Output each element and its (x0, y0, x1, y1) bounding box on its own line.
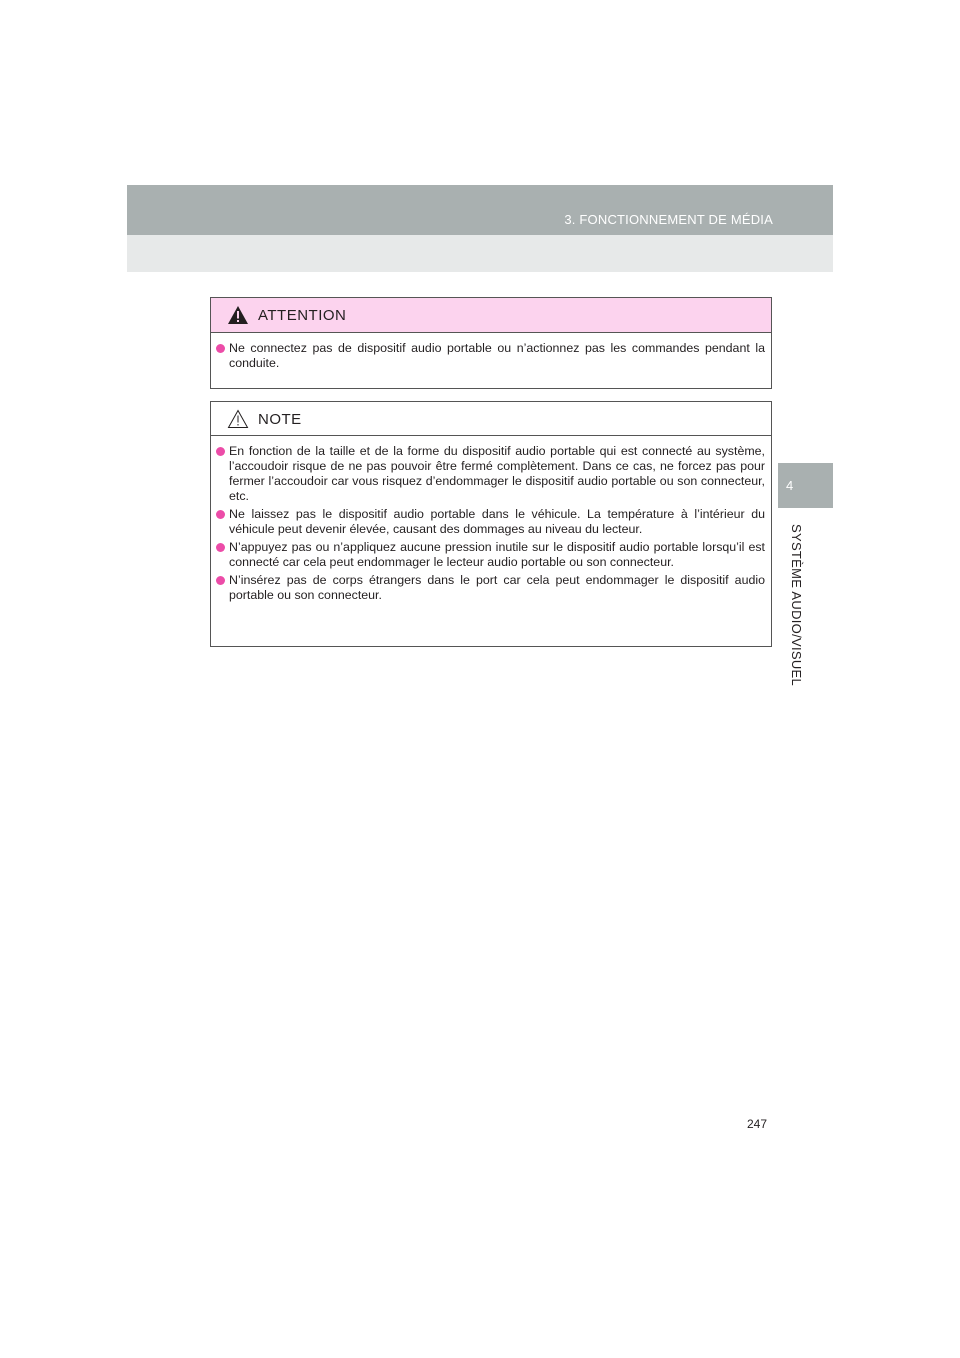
note-item-text: N’insérez pas de corps étrangers dans le port car cela peut endommager le dispositif audio portable ou son connecteur. (229, 573, 765, 602)
warning-triangle-outline-icon (227, 409, 249, 429)
section-title: 3. FONCTIONNEMENT DE MÉDIA (564, 212, 773, 227)
attention-title: ATTENTION (258, 307, 347, 324)
note-box (210, 401, 772, 647)
note-title: NOTE (258, 411, 302, 428)
bullet-icon (216, 344, 225, 353)
note-item (216, 573, 765, 603)
bullet-icon (216, 510, 225, 519)
chapter-number: 4 (786, 478, 794, 493)
note-item-text: N’appuyez pas ou n’appliquez aucune pression inutile sur le dispositif audio portable lorsqu’il est connecté car cela peut endommager le lecteur audio portable ou son connecteur. (229, 540, 765, 569)
chapter-tab (778, 463, 833, 508)
chapter-title: SYSTÈME AUDIO/VISUEL (789, 524, 804, 687)
attention-header (211, 298, 771, 333)
attention-item-text: Ne connectez pas de dispositif audio portable ou n’actionnez pas les commandes pendant la conduite. (229, 341, 765, 370)
header-subband (127, 235, 833, 272)
attention-box (210, 297, 772, 389)
header-band (127, 185, 833, 235)
bullet-icon (216, 576, 225, 585)
note-item-text: Ne laissez pas le dispositif audio portable dans le véhicule. La température à l’intérieur du véhicule peut devenir élevée, causant des dommages au niveau du lecteur. (229, 507, 765, 536)
bullet-icon (216, 447, 225, 456)
attention-body (211, 333, 771, 371)
note-item (216, 507, 765, 537)
page-number: 247 (747, 1117, 768, 1131)
note-body (211, 436, 771, 603)
note-item-text: En fonction de la taille et de la forme du dispositif audio portable qui est connecté au système, l’accoudoir risque de ne pas pouvoir être fermé complètement. Dans ce cas, ne forcez pas pour fermer l’accoudoir car vous risquez d’endommager le dispositif audio portable ou son connecteur, etc. (229, 444, 765, 503)
warning-triangle-filled-icon (227, 305, 249, 325)
note-item (216, 540, 765, 570)
bullet-icon (216, 543, 225, 552)
note-header (211, 402, 771, 436)
note-item (216, 444, 765, 504)
attention-item (216, 341, 765, 371)
